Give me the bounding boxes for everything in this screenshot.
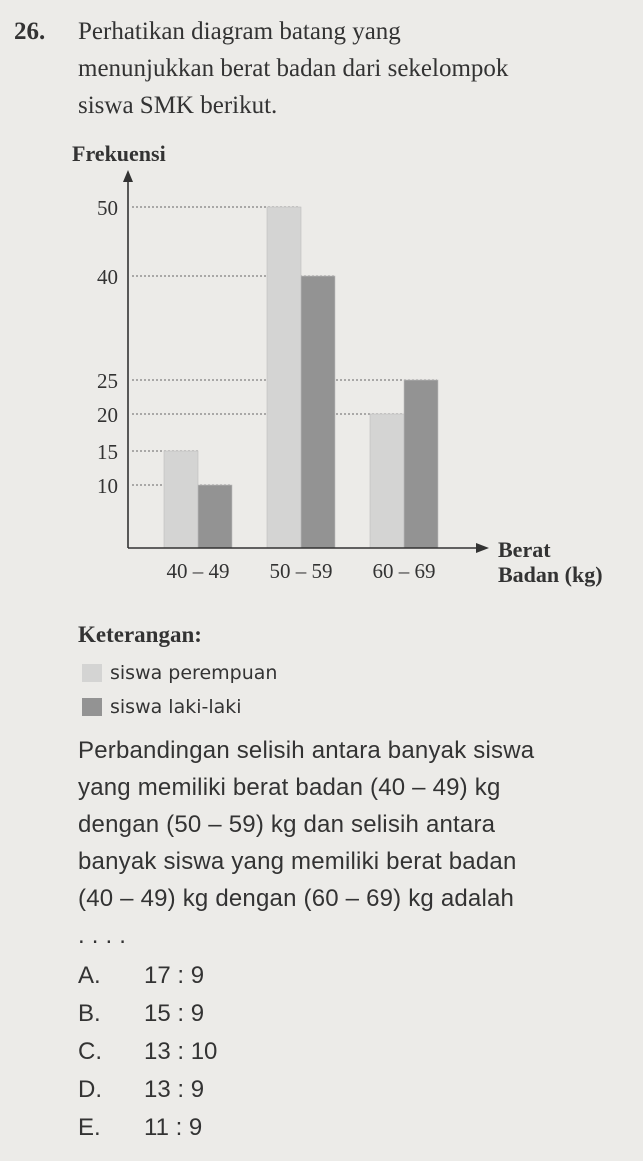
option-a[interactable] — [78, 962, 204, 990]
x-tick-label: 60 – 69 — [372, 559, 436, 583]
option-letter: B. — [78, 1000, 101, 1027]
legend-title: Keterangan: — [78, 622, 202, 647]
x-axis-label-line-2: Badan (kg) — [498, 562, 603, 587]
option-text: 13 : 10 — [144, 1038, 218, 1065]
question-intro-line-1: Perhatikan diagram batang yang — [78, 18, 401, 45]
legend-item-male — [82, 696, 242, 718]
bar-female-2 — [370, 414, 404, 548]
option-b[interactable] — [78, 1000, 204, 1028]
option-c[interactable] — [78, 1038, 217, 1066]
question-number: 26. — [14, 18, 46, 45]
x-tick-label: 50 – 59 — [269, 559, 333, 583]
option-letter: E. — [78, 1114, 101, 1141]
option-letter: D. — [78, 1076, 102, 1103]
option-text: 15 : 9 — [144, 1000, 205, 1027]
question-body-line-2: yang memiliki berat badan (40 – 49) kg — [78, 774, 501, 801]
y-tick-label: 20 — [97, 403, 118, 427]
x-axis-arrow — [476, 543, 489, 553]
y-tick-label: 40 — [97, 265, 118, 289]
question-intro-line-2: menunjukkan berat badan dari sekelompok — [78, 55, 509, 82]
legend-swatch-male — [82, 698, 102, 716]
y-tick-label: 50 — [97, 196, 118, 220]
question-body-line-5: (40 – 49) kg dengan (60 – 69) kg adalah — [78, 885, 515, 912]
option-d[interactable] — [78, 1076, 204, 1104]
question-body-line-3: dengan (50 – 59) kg dan selisih antara — [78, 811, 496, 838]
option-e[interactable] — [78, 1114, 202, 1142]
option-letter: C. — [78, 1038, 102, 1065]
x-tick-label: 40 – 49 — [166, 559, 230, 583]
y-tick-label: 15 — [97, 440, 118, 464]
legend-swatch-female — [82, 664, 102, 682]
legend-item-female — [82, 662, 277, 684]
legend-label-male: siswa laki-laki — [110, 696, 242, 718]
y-axis-arrow — [123, 170, 133, 182]
legend-label-female: siswa perempuan — [110, 662, 278, 684]
option-text: 11 : 9 — [144, 1114, 203, 1141]
x-axis-label-line-1: Berat — [498, 537, 551, 562]
question-body-ellipsis: . . . . — [78, 922, 127, 949]
y-tick-label: 25 — [97, 369, 118, 393]
bar-male-2 — [404, 380, 438, 548]
option-text: 17 : 9 — [144, 962, 205, 989]
y-tick-label: 10 — [97, 474, 118, 498]
question-body-line-4: banyak siswa yang memiliki berat badan — [78, 848, 517, 875]
bar-female-1 — [267, 207, 301, 548]
bar-female-0 — [164, 451, 198, 548]
bar-male-0 — [198, 485, 232, 548]
question-intro-line-3: siswa SMK berikut. — [78, 92, 278, 119]
option-text: 13 : 9 — [144, 1076, 205, 1103]
bar-male-1 — [301, 276, 335, 548]
question-body-line-1: Perbandingan selisih antara banyak siswa — [78, 737, 535, 764]
y-axis-label: Frekuensi — [72, 141, 166, 166]
option-letter: A. — [78, 962, 101, 989]
